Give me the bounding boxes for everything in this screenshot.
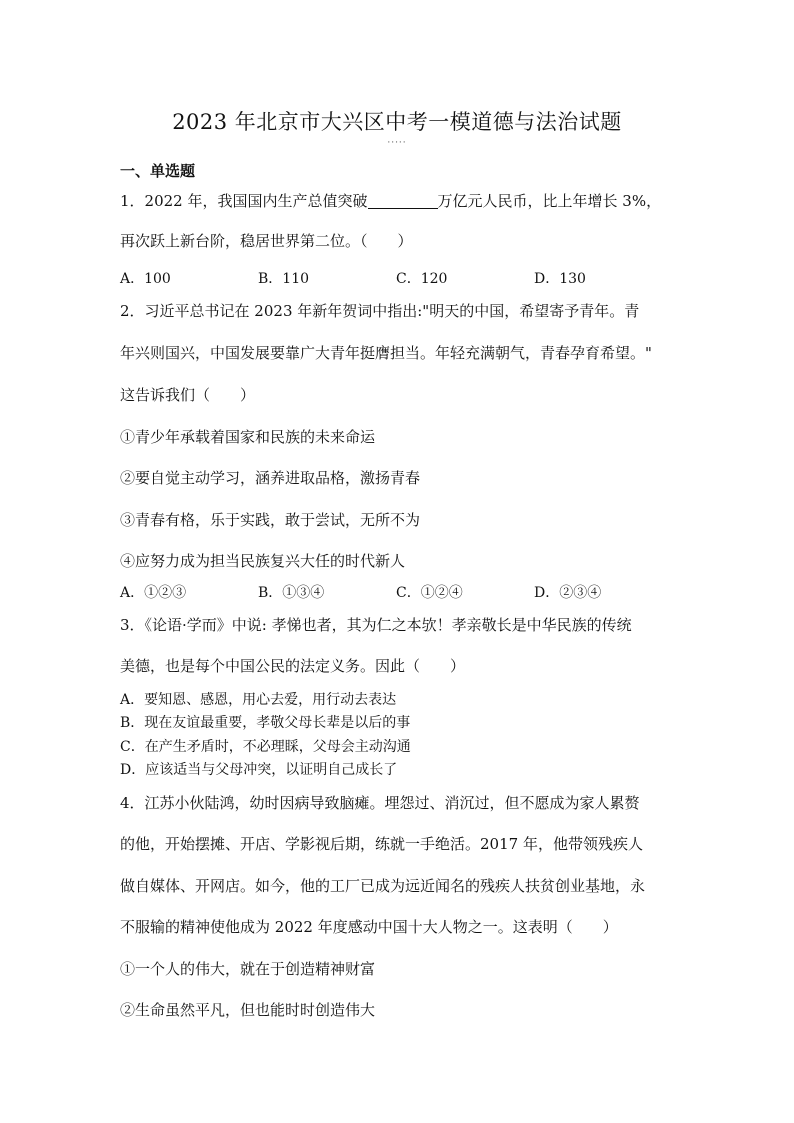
- q2-line-2: 年兴则国兴，中国发展要靠广大青年挺膺担当。年轻充满朝气，青春孕育希望。": [120, 344, 652, 362]
- q1-options: [120, 268, 586, 288]
- q1-line-2: 再次跃上新台阶，稳居世界第二位。（ ）: [120, 232, 413, 250]
- q2-item-2: ②要自觉主动学习，涵养进取品格，激扬青春: [120, 469, 421, 487]
- q2-line-3: 这告诉我们（ ）: [120, 386, 256, 404]
- q1-line-1: [120, 190, 661, 211]
- page-title: 2023 年北京市大兴区中考一模道德与法治试题: [172, 110, 622, 134]
- q4-line-2: 的他，开始摆摊、开店、学影视后期，练就一手绝活。2017 年，他带领残疾人: [120, 835, 643, 853]
- q2-item-4: ④应努力成为担当民族复兴大任的时代新人: [120, 552, 406, 570]
- title-dots: ·····: [387, 138, 407, 148]
- q2-option-b: B．①③④: [258, 585, 325, 601]
- q3-option-c: C．在产生矛盾时，不必理睬，父母会主动沟通: [120, 739, 411, 755]
- q1-option-b: B．110: [258, 271, 310, 287]
- q1-option-d: D．130: [534, 271, 586, 287]
- q3-line-2: 美德，也是每个中国公民的法定义务。因此（ ）: [120, 657, 466, 675]
- q2-item-3: ③青春有格，乐于实践，敢于尝试，无所不为: [120, 511, 421, 529]
- answer-blank: [368, 192, 438, 209]
- q1-option-c: C．120: [396, 271, 448, 287]
- q2-line-1: 2．习近平总书记在 2023 年新年贺词中指出:"明天的中国，希望寄予青年。青: [120, 302, 640, 320]
- q4-line-1: 4．江苏小伙陆鸿，幼时因病导致脑瘫。埋怨过、消沉过，但不愿成为家人累赘: [120, 794, 640, 812]
- q4-item-1: ①一个人的伟大，就在于创造精神财富: [120, 960, 376, 978]
- q2-option-d: D．②③④: [534, 585, 602, 601]
- q3-option-a: A．要知恩、感恩，用心去爱，用行动去表达: [120, 692, 397, 708]
- q1-line-1-post: 万亿元人民币，比上年增长 3%，: [437, 192, 662, 210]
- q1-option-a: A．100: [120, 271, 171, 287]
- q3-line-1: 3．《论语·学而》中说: 孝悌也者，其为仁之本欤！孝亲敬长是中华民族的传统: [120, 616, 632, 634]
- q2-options: [120, 582, 601, 602]
- section-heading: 一、单选题: [120, 162, 196, 180]
- q4-item-2: ②生命虽然平凡，但也能时时创造伟大: [120, 1001, 376, 1019]
- q2-option-a: A．①②③: [120, 585, 187, 601]
- q1-line-1-pre: 1．2022 年，我国国内生产总值突破: [120, 192, 368, 210]
- q3-option-d: D．应该适当与父母冲突，以证明自己成长了: [120, 762, 398, 778]
- q4-line-3: 做自媒体、开网店。如今，他的工厂已成为远近闻名的残疾人扶贫创业基地，永: [120, 877, 646, 895]
- q2-option-c: C．①②④: [396, 585, 463, 601]
- q2-item-1: ①青少年承载着国家和民族的未来命运: [120, 428, 376, 446]
- q3-option-b: B．现在友谊最重要，孝敬父母长辈是以后的事: [120, 715, 411, 731]
- q4-line-4: 不服输的精神使他成为 2022 年度感动中国十大人物之一。这表明（ ）: [120, 918, 618, 936]
